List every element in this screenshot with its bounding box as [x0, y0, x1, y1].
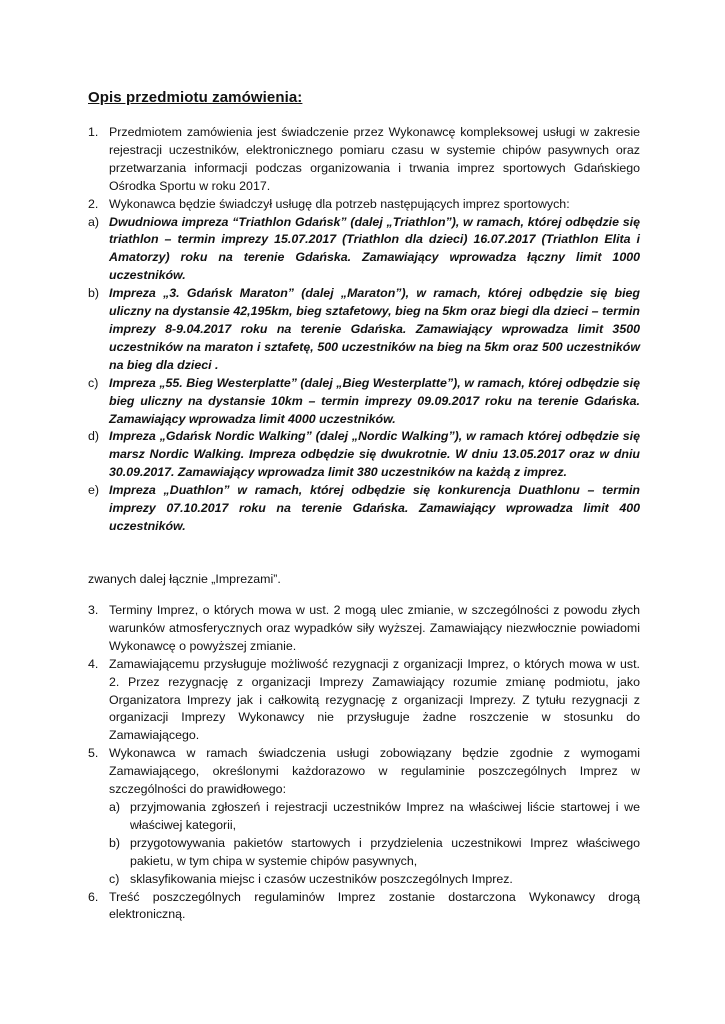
event-label: a) — [88, 214, 100, 229]
duty-text: przyjmowania zgłoszeń i rejestracji uczestników Imprez na właściwej liście startowej i we właściwej kategorii, — [130, 799, 640, 832]
section-terms — [88, 602, 640, 924]
list-text: Zamawiającemu przysługuje możliwość rezygnacji z organizacji Imprez, o których mowa w ust. 2. Przez rezygnację z organizacji Imprezy Zamawiający rozumie zmianę podmiotu, jako Organizatora Imprezy jak i całkowitą rezygnację z organizacji Imprezy. Z tytułu rezygnacji z organizacji Imprezy Wykonawcy nie przysługuje żadne roszczenie w stosunku do Zamawiającego. — [109, 656, 640, 743]
event-label: b) — [88, 286, 100, 301]
event-text: Impreza „Gdańsk Nordic Walking” (dalej „Nordic Walking”), w ramach której odbędzie się marsz Nordic Walking. Impreza odbędzie się dwukrotnie. W dniu 13.05.2017 oraz w dniu 30.09.2017. Zamawiający wprowadza limit 380 uczestników na każdą z imprez. — [109, 429, 640, 480]
event-text: Impreza „3. Gdańsk Maraton” (dalej „Maraton”), w ramach, której odbędzie się bieg uliczny na dystansie 42,195km, bieg sztafetowy, bieg na 5km oraz biegi dla dzieci – termin imprezy 8-9.04.2017 roku na terenie Gdańska. Zamawiający wprowadza limit 3500 uczestników na maraton i sztafetę, 500 uczestników na bieg na 5km oraz 500 uczestników na bieg dla dzieci . — [109, 286, 640, 372]
list-text: Wykonawca w ramach świadczenia usługi zobowiązany będzie zgodnie z wymogami Zamawiającego, określonymi każdorazowo w regulaminie poszczególnych Imprez w szczególności do prawidłowego: — [109, 746, 640, 797]
event-e — [88, 482, 640, 536]
list-number: 4. — [88, 656, 99, 671]
called-text: zwanych dalej łącznie „Imprezami”. — [88, 572, 281, 586]
list-item-1 — [88, 124, 640, 196]
list-item-6 — [88, 889, 640, 925]
event-b — [88, 285, 640, 375]
event-label: c) — [88, 375, 99, 390]
list-item-4 — [88, 656, 640, 746]
list-number: 6. — [88, 889, 99, 904]
duties-list — [88, 799, 640, 889]
event-label: d) — [88, 429, 100, 444]
section-intro — [88, 124, 640, 536]
list-number: 2. — [88, 196, 99, 211]
duty-label: a) — [109, 799, 121, 814]
list-number: 1. — [88, 125, 99, 139]
list-text: Treść poszczególnych regulaminów Imprez zostanie dostarczona Wykonawcy drogą elektroniczną. — [109, 889, 640, 922]
duty-a — [109, 799, 640, 835]
event-label: e) — [88, 483, 100, 498]
duty-text: sklasyfikowania miejsc i czasów uczestników poszczególnych Imprez. — [130, 871, 513, 886]
duty-label: c) — [109, 871, 120, 886]
list-text: Przedmiotem zamówienia jest świadczenie przez Wykonawcę kompleksowej usługi w zakresie rejestracji uczestników, elektronicznego pomiaru czasu w systemie chipów pasywnych oraz przetwarzania informacji podczas organizowania i trwania imprez sportowych Gdańskiego Ośrodka Sportu w roku 2017. — [109, 125, 640, 193]
list-text: Wykonawca będzie świadczył usługę dla potrzeb następujących imprez sportowych: — [109, 196, 570, 211]
duty-b — [109, 835, 640, 871]
list-item-5 — [88, 745, 640, 799]
list-item-2 — [88, 196, 640, 214]
list-item-3 — [88, 602, 640, 656]
document-title: Opis przedmiotu zamówienia: — [88, 89, 303, 106]
list-number: 3. — [88, 603, 99, 617]
event-text: Impreza „55. Bieg Westerplatte” (dalej „Bieg Westerplatte”), w ramach, której odbędzie się bieg uliczny na dystansie 10km – termin imprezy 09.09.2017 roku na terenie Gdańska. Zamawiający wprowadza limit 4000 uczestników. — [109, 375, 640, 426]
duty-label: b) — [109, 835, 121, 850]
event-text: Impreza „Duathlon” w ramach, której odbędzie się konkurencja Duathlonu – termin imprezy 07.10.2017 roku na terenie Gdańska. Zamawiający wprowadza limit 400 uczestników. — [109, 483, 640, 533]
event-a — [88, 214, 640, 286]
event-c — [88, 375, 640, 429]
duty-text: przygotowywania pakietów startowych i przydzielenia uczestnikowi Imprez właściwego pakietu, w tym chipa w systemie chipów pasywnych, — [130, 835, 640, 868]
event-d — [88, 428, 640, 482]
list-text: Terminy Imprez, o których mowa w ust. 2 mogą ulec zmianie, w szczególności z powodu złych warunków atmosferycznych oraz wypadków siły wyższej. Zamawiający niezwłocznie powiadomi Wykonawcę o powyższej zmianie. — [109, 603, 640, 653]
event-text: Dwudniowa impreza “Triathlon Gdańsk” (dalej „Triathlon”), w ramach, której odbędzie się triathlon – termin imprezy 15.07.2017 (Triathlon dla dzieci) 16.07.2017 (Triathlon Elita i Amatorzy) roku na terenie Gdańska. Zamawiający wprowadza łączny limit 1000 uczestników. — [109, 214, 640, 283]
list-number: 5. — [88, 746, 99, 761]
duty-c — [109, 871, 640, 889]
